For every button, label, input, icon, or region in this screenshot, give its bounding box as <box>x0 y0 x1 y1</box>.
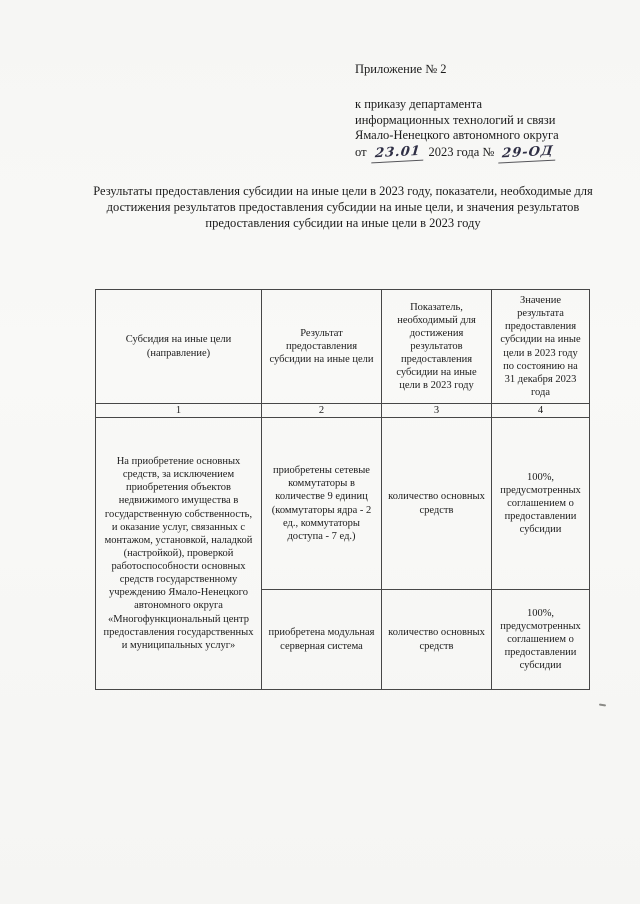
header-cell-result: Результат предоставления субсидии на иные цели <box>262 290 382 404</box>
column-number-1: 1 <box>96 404 262 418</box>
cell-indicator-2: количество основных средств <box>382 590 492 690</box>
header-cell-direction: Субсидия на иные цели (направление) <box>96 290 262 404</box>
table-row <box>96 418 590 590</box>
column-number-row <box>96 404 590 418</box>
column-number-2: 2 <box>262 404 382 418</box>
order-reference-line-1: к приказу департамента <box>355 97 483 112</box>
order-reference-line-3: Ямало-Ненецкого автономного округа <box>355 127 559 142</box>
cell-value-1: 100%, предусмотренных соглашением о предоставлении субсидии <box>492 418 590 590</box>
cell-direction: На приобретение основных средств, за исключением приобретения объектов недвижимого имущества в государственную собственность, и оказание услуг, связанных с монтажом, установкой, наладкой (настройкой), проверкой работоспособности основных средств государственному учреждению Ямало-Ненецкого автономного округа «Многофункциональный центр предоставления государственных и муниципальных услуг» <box>96 418 262 690</box>
appendix-reference-block <box>355 62 605 162</box>
table-header-row <box>96 290 590 404</box>
handwritten-date: 23.01 <box>371 144 424 164</box>
document-title: Результаты предоставления субсидии на иные цели в 2023 году, показатели, необходимые для достижения результатов предоставления субсидии на иные цели, и значения результатов предоставления субсидии на иные цели в 2023 году <box>93 184 593 230</box>
cell-indicator-1: количество основных средств <box>382 418 492 590</box>
column-number-3: 3 <box>382 404 492 418</box>
order-date-prefix: от <box>355 145 367 159</box>
appendix-label: Приложение № 2 <box>355 62 447 76</box>
handwritten-order-number: 29-ОД <box>499 143 558 163</box>
cell-value-2: 100%, предусмотренных соглашением о предоставлении субсидии <box>492 590 590 690</box>
order-reference-line-2: информационных технологий и связи <box>355 112 556 127</box>
cell-result-2: приобретена модульная серверная система <box>262 590 382 690</box>
order-date-line <box>355 145 605 162</box>
results-table <box>95 289 590 690</box>
header-cell-indicator: Показатель, необходимый для достижения результатов предоставления субсидии на иные цели в 2023 году <box>382 290 492 404</box>
scan-artifact <box>599 704 606 707</box>
cell-result-1: приобретены сетевые коммутаторы в количестве 9 единиц (коммутаторы ядра - 2 ед., коммутаторы доступа - 7 ед.) <box>262 418 382 590</box>
order-date-suffix: 2023 года № <box>428 145 495 159</box>
column-number-4: 4 <box>492 404 590 418</box>
header-cell-value: Значение результата предоставления субсидии на иные цели в 2023 году по состоянию на 31 декабря 2023 года <box>492 290 590 404</box>
